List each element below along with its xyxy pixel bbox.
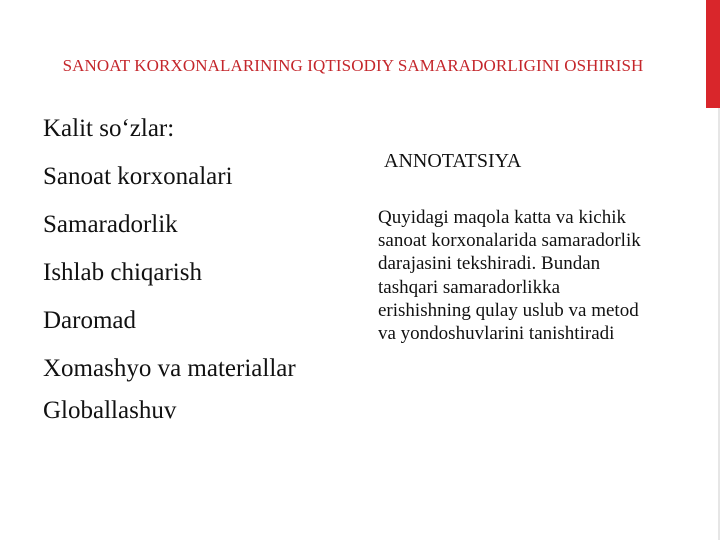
keywords-heading: Kalit so‘zlar: — [43, 115, 175, 142]
keyword-item: Sanoat korxonalari — [43, 163, 233, 190]
keywords-list — [43, 114, 343, 444]
keyword-item: Xomashyo va materiallar — [43, 355, 296, 382]
annotation-body: Quyidagi maqola katta va kichik sanoat korxonalarida samaradorlik darajasini tekshiradi. Bundan tashqari samaradorlikka erishishning qulay uslub va metod va yondoshuvlarini tanishtiradi — [378, 207, 641, 345]
keyword-item: Samaradorlik — [43, 211, 178, 238]
keyword-item: Daromad — [43, 307, 137, 334]
keyword-item: Ishlab chiqarish — [43, 259, 202, 286]
slide-title: SANOAT KORXONALARINING IQTISODIY SAMARADORLIGINI OSHIRISH — [62, 56, 644, 75]
annotation-heading: ANNOTATSIYA — [384, 150, 522, 172]
accent-bar — [706, 0, 720, 108]
keyword-item: Globallashuv — [43, 397, 177, 424]
